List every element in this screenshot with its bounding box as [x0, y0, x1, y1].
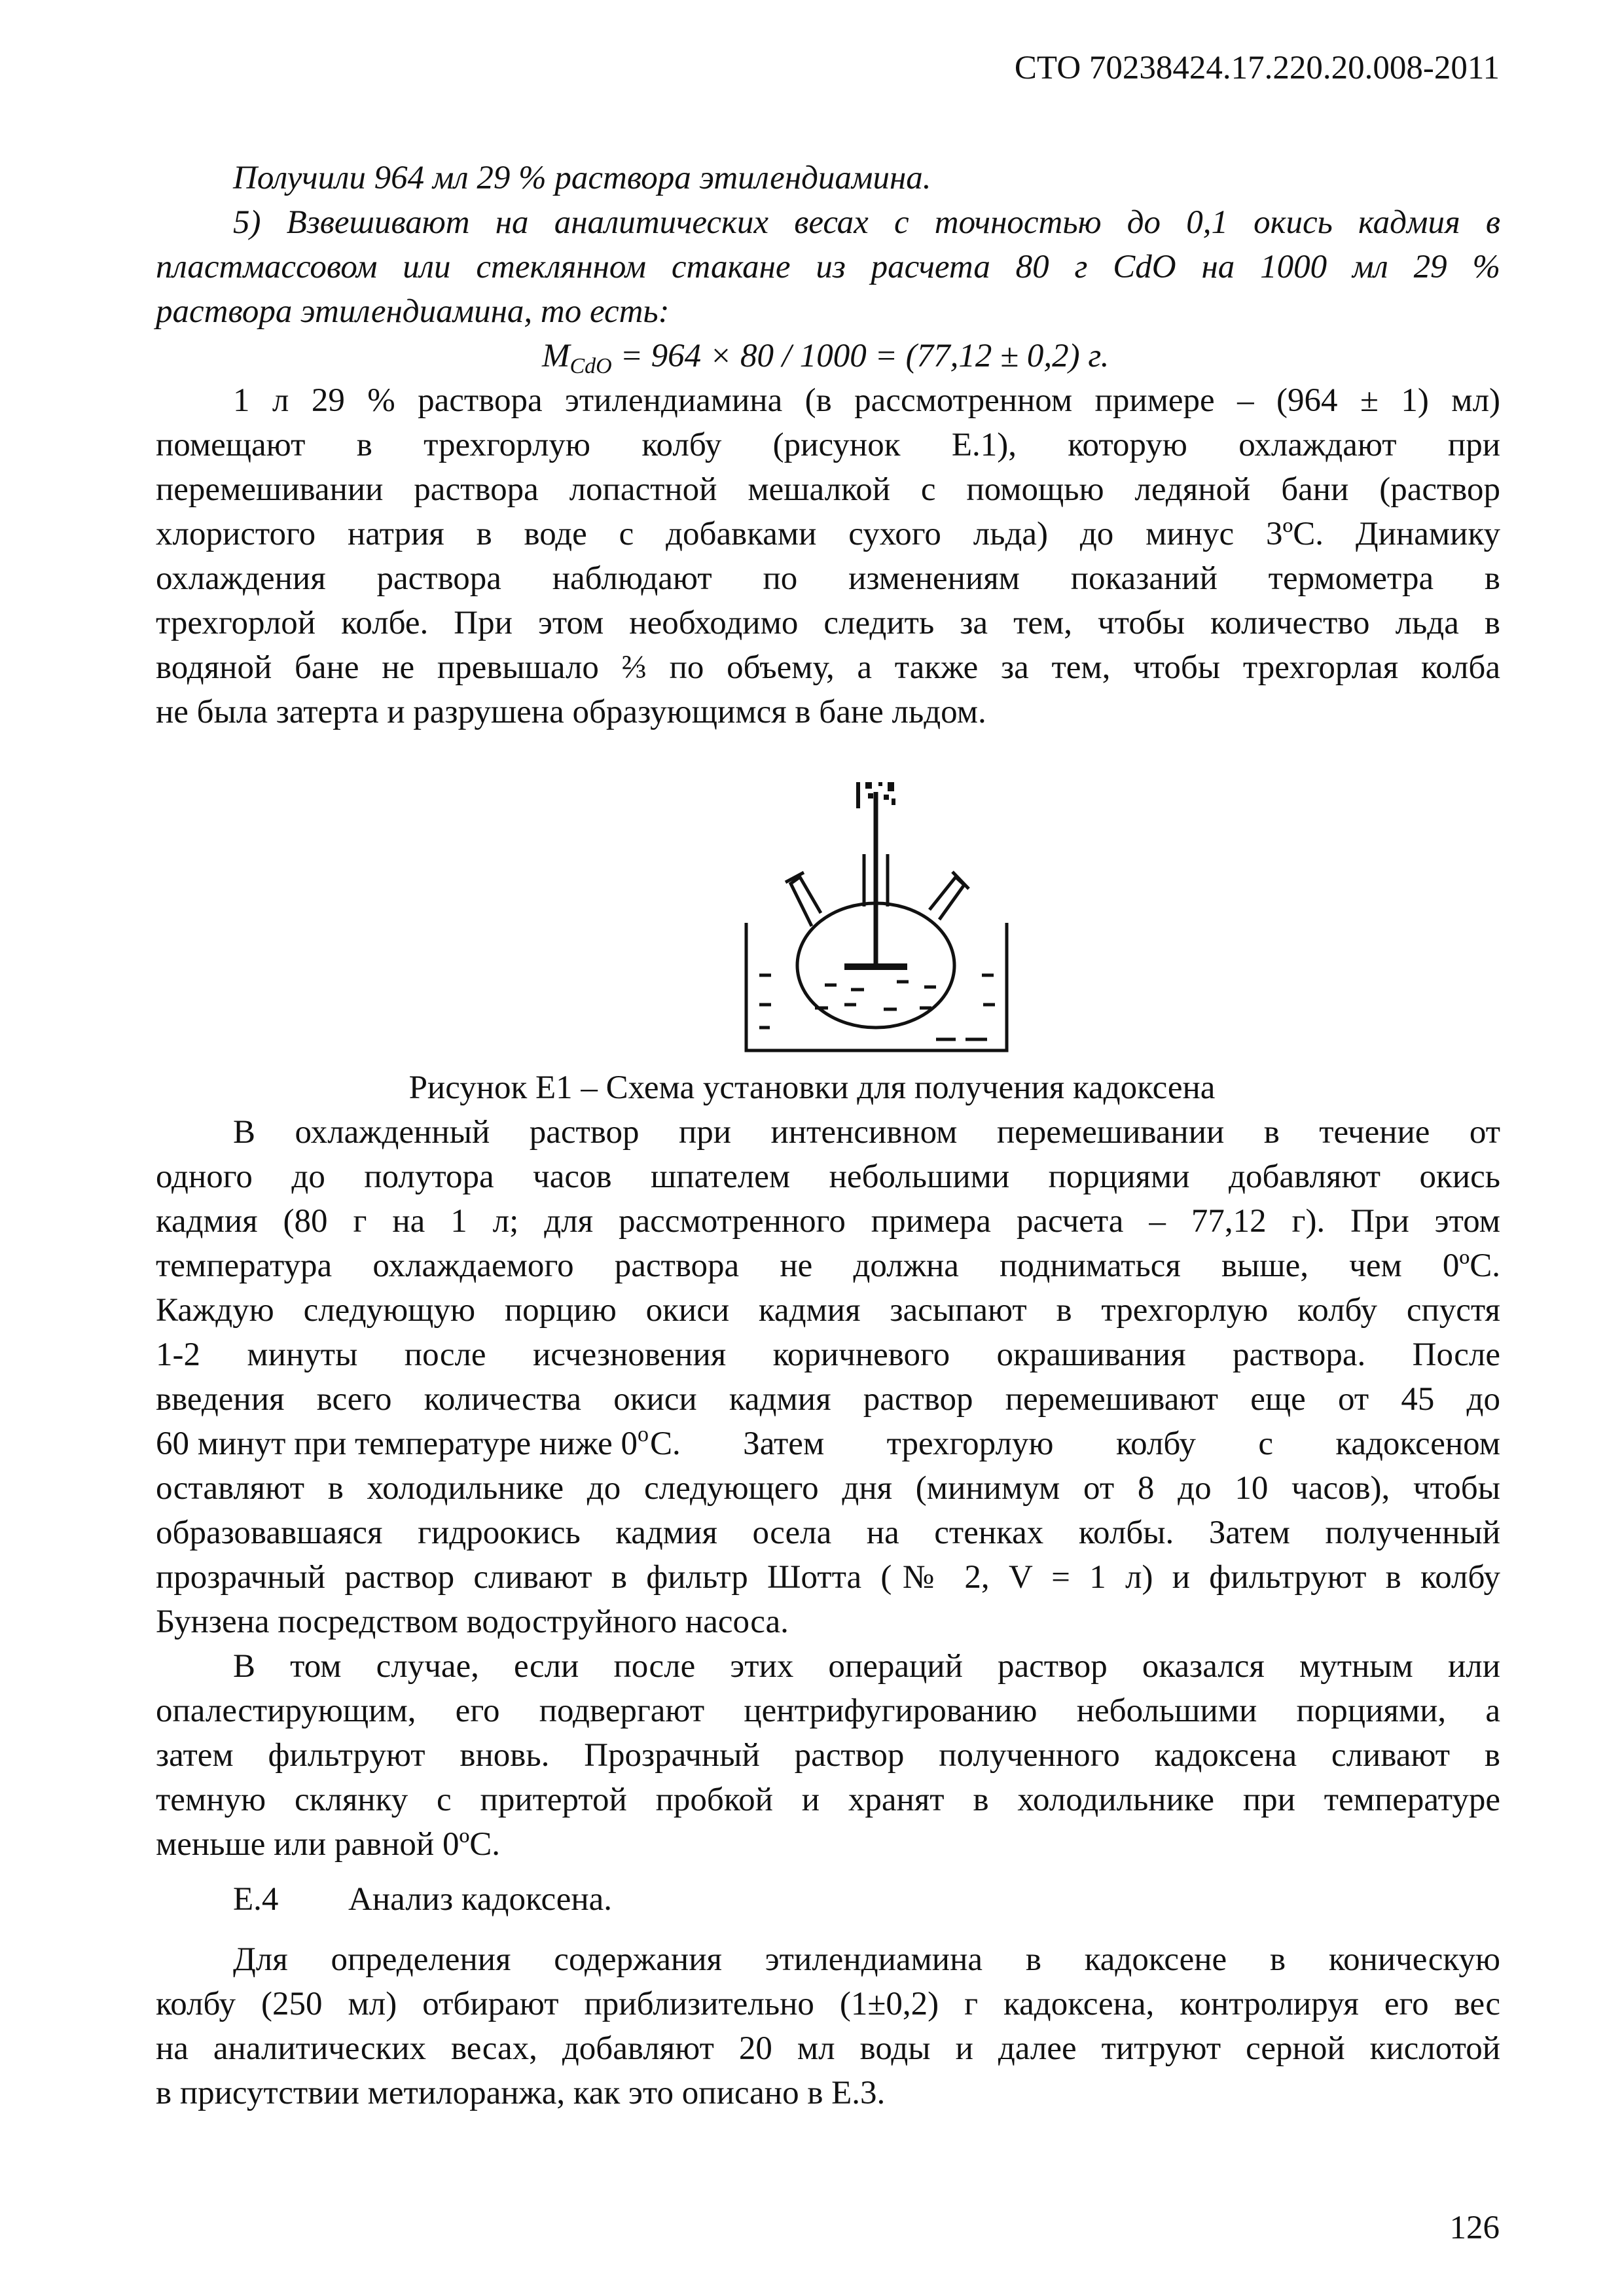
text-line: пластмассовом или стеклянном стакане из расчета 80 г CdO на 1000 мл 29 %: [156, 249, 1500, 285]
text-line: В охлажденный раствор при интенсивном перемешивании в течение от: [233, 1114, 1500, 1151]
liquid-level: [759, 975, 995, 1039]
stirrer-paddle: [844, 963, 907, 970]
text-line: затем фильтруют вновь. Прозрачный раствор полученного кадоксена сливают в: [156, 1737, 1500, 1774]
text-segment: 60 минут при температуре ниже 0$^o$: [156, 1422, 649, 1462]
text-line: меньше или равной 0ºС.: [156, 1826, 501, 1863]
flask-left-neck: [791, 877, 821, 926]
page-number: 126: [1449, 2210, 1500, 2246]
text-line: опалестирующим, его подвергают центрифугированию небольшими порциями, а: [156, 1693, 1500, 1729]
text-line: Каждую следующую порцию окиси кадмия засыпают в трехгорлую колбу спустя: [156, 1292, 1500, 1329]
formula-symbol: M: [542, 338, 570, 374]
figure-caption: Рисунок Е1 – Схема установки для получения кадоксена: [408, 1069, 1216, 1106]
text-line: помещают в трехгорлую колбу (рисунок Е.1), которую охлаждают при: [156, 427, 1500, 463]
text-line: кадмия (80 г на 1 л; для рассмотренного примера расчета – 77,12 г). При этом: [156, 1203, 1500, 1240]
text-line: в присутствии метилоранжа, как это описано в Е.3.: [156, 2075, 886, 2111]
text-line: трехгорлой колбе. При этом необходимо следить за тем, чтобы количество льда в: [156, 605, 1500, 641]
section-title: Анализ кадоксена.: [348, 1881, 613, 1918]
apparatus-figure: [740, 779, 1015, 1060]
text-line: водяной бане не превышало ⅔ по объему, а также за тем, чтобы трехгорлая колба: [156, 649, 1500, 686]
text-line: темную склянку с притертой пробкой и хранят в холодильнике при температуре: [156, 1782, 1500, 1818]
text-line: [156, 1422, 1500, 1466]
text-line: 1-2 минуты после исчезновения коричневого окрашивания раствора. После: [156, 1336, 1500, 1373]
text-segment: С. Затем трехгорлую колбу с кадоксеном: [649, 1426, 1500, 1462]
text-line: одного до полутора часов шпателем небольшими порциями добавляют окись: [156, 1158, 1500, 1195]
section-number: Е.4: [233, 1881, 279, 1918]
text-line: охлаждения раствора наблюдают по изменениям показаний термометра в: [156, 560, 1500, 597]
text-line: раствора этилендиамина, то есть:: [156, 293, 670, 330]
flask-right-neck: [929, 877, 964, 920]
text-line: температура охлаждаемого раствора не должна подниматься выше, чем 0ºС.: [156, 1247, 1500, 1284]
text-line: колбу (250 мл) отбирают приблизительно (1±0,2) г кадоксена, контролируя его вес: [156, 1986, 1500, 2022]
formula: [542, 334, 1109, 378]
document-code: СТО 70238424.17.220.20.008-2011: [1014, 50, 1500, 86]
text-line: не была затерта и разрушена образующимся в бане льдом.: [156, 694, 986, 730]
formula-expression: = 964 × 80 / 1000 = (77,12 ± 0,2) г.: [611, 338, 1110, 374]
text-line: Для определения содержания этилендиамина в кадоксене в коническую: [233, 1941, 1500, 1978]
text-line: Бунзена посредством водоструйного насоса.: [156, 1604, 789, 1640]
text-line: Получили 964 мл 29 % раствора этилендиамина.: [233, 160, 931, 196]
text-line: перемешивании раствора лопастной мешалкой с помощью ледяной бани (раствор: [156, 471, 1500, 508]
text-line: на аналитических весах, добавляют 20 мл воды и далее титруют серной кислотой: [156, 2030, 1500, 2067]
text-line: В том случае, если после этих операций раствор оказался мутным или: [233, 1648, 1500, 1685]
text-line: введения всего количества окиси кадмия раствор перемешивают еще от 45 до: [156, 1381, 1500, 1418]
text-line: оставляют в холодильнике до следующего дня (минимум от 8 до 10 часов), чтобы: [156, 1470, 1500, 1507]
text-line: образовавшаяся гидроокись кадмия осела на стенках колбы. Затем полученный: [156, 1515, 1500, 1551]
text-line: 1 л 29 % раствора этилендиамина (в рассмотренном примере – (964 ± 1) мл): [233, 382, 1500, 419]
text-line: 5) Взвешивают на аналитических весах с точностью до 0,1 окись кадмия в: [233, 204, 1500, 241]
text-line: хлористого натрия в воде с добавками сухого льда) до минус 3ºС. Динамику: [156, 516, 1500, 552]
text-line: прозрачный раствор сливают в фильтр Шотта (№ 2, V = 1 л) и фильтруют в колбу: [156, 1559, 1500, 1596]
formula-subscript: CdO: [569, 354, 612, 378]
